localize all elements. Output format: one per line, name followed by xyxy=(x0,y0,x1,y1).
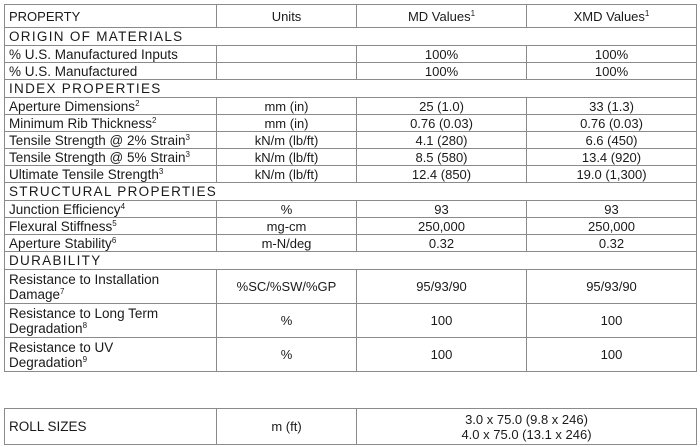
property-cell: % U.S. Manufactured Inputs xyxy=(5,46,217,63)
header-row xyxy=(5,5,697,28)
xmd-value-cell: 250,000 xyxy=(527,218,697,235)
xmd-value-cell: 93 xyxy=(527,201,697,218)
table-row xyxy=(5,338,697,372)
section-title: DURABILITY xyxy=(5,252,697,270)
units-cell: % xyxy=(217,338,357,372)
property-cell: Ultimate Tensile Strength$^3$ xyxy=(5,166,217,183)
md-value-cell: 12.4 (850) xyxy=(357,166,527,183)
table-row xyxy=(5,166,697,183)
md-value-cell: 100 xyxy=(357,338,527,372)
table-row xyxy=(5,304,697,338)
md-value-cell: 0.32 xyxy=(357,235,527,252)
section-header xyxy=(5,28,697,46)
property-cell: Resistance to Long Term Degradation$^8$ xyxy=(5,304,217,338)
units-cell: % xyxy=(217,304,357,338)
xmd-value-cell: 0.76 (0.03) xyxy=(527,115,697,132)
property-cell: Resistance to UV Degradation$^9$ xyxy=(5,338,217,372)
units-cell: m-N/deg xyxy=(217,235,357,252)
table-row xyxy=(5,201,697,218)
table-row xyxy=(5,270,697,304)
header-property: PROPERTY xyxy=(5,5,217,28)
xmd-value-cell: 6.6 (450) xyxy=(527,132,697,149)
xmd-value-cell: 0.32 xyxy=(527,235,697,252)
units-cell: kN/m (lb/ft) xyxy=(217,132,357,149)
roll-sizes-values xyxy=(357,409,697,445)
units-cell: mg-cm xyxy=(217,218,357,235)
header-xmd-values: XMD Values$^1$ xyxy=(527,5,697,28)
roll-sizes-label: ROLL SIZES xyxy=(5,409,217,445)
units-cell xyxy=(217,46,357,63)
md-value-cell: 4.1 (280) xyxy=(357,132,527,149)
roll-sizes-units: m (ft) xyxy=(217,409,357,445)
units-cell: %SC/%SW/%GP xyxy=(217,270,357,304)
table-row xyxy=(5,98,697,115)
property-cell: Aperture Dimensions$^2$ xyxy=(5,98,217,115)
md-value-cell: 0.76 (0.03) xyxy=(357,115,527,132)
md-value-cell: 93 xyxy=(357,201,527,218)
section-header xyxy=(5,252,697,270)
xmd-value-cell: 95/93/90 xyxy=(527,270,697,304)
xmd-value-cell: 100 xyxy=(527,338,697,372)
property-cell: Minimum Rib Thickness$^2$ xyxy=(5,115,217,132)
property-cell: Flexural Stiffness$^5$ xyxy=(5,218,217,235)
table-row xyxy=(5,46,697,63)
xmd-value-cell: 33 (1.3) xyxy=(527,98,697,115)
section-title: INDEX PROPERTIES xyxy=(5,80,697,98)
section-title: STRUCTURAL PROPERTIES xyxy=(5,183,697,201)
units-cell: kN/m (lb/ft) xyxy=(217,149,357,166)
md-value-cell: 100% xyxy=(357,46,527,63)
section-title: ORIGIN OF MATERIALS xyxy=(5,28,697,46)
properties-table xyxy=(4,4,697,372)
table-row xyxy=(5,149,697,166)
roll-sizes-table xyxy=(4,408,697,445)
md-value-cell: 100% xyxy=(357,63,527,80)
table-row xyxy=(5,63,697,80)
table-row xyxy=(5,115,697,132)
units-cell: kN/m (lb/ft) xyxy=(217,166,357,183)
section-header xyxy=(5,80,697,98)
roll-size-1: 3.0 x 75.0 (9.8 x 246) xyxy=(465,411,588,427)
section-header xyxy=(5,183,697,201)
xmd-value-cell: 100% xyxy=(527,63,697,80)
property-cell: % U.S. Manufactured xyxy=(5,63,217,80)
header-md-values: MD Values$^1$ xyxy=(357,5,527,28)
table-row xyxy=(5,218,697,235)
md-value-cell: 95/93/90 xyxy=(357,270,527,304)
units-cell xyxy=(217,63,357,80)
md-value-cell: 250,000 xyxy=(357,218,527,235)
property-cell: Tensile Strength @ 2% Strain$^3$ xyxy=(5,132,217,149)
roll-sizes-row xyxy=(5,409,697,445)
table-row xyxy=(5,132,697,149)
md-value-cell: 25 (1.0) xyxy=(357,98,527,115)
units-cell: mm (in) xyxy=(217,98,357,115)
roll-size-2: 4.0 x 75.0 (13.1 x 246) xyxy=(461,426,592,442)
property-cell: Resistance to Installation Damage$^7$ xyxy=(5,270,217,304)
xmd-value-cell: 100 xyxy=(527,304,697,338)
md-value-cell: 100 xyxy=(357,304,527,338)
xmd-value-cell: 100% xyxy=(527,46,697,63)
units-cell: % xyxy=(217,201,357,218)
table-row xyxy=(5,235,697,252)
property-cell: Junction Efficiency$^4$ xyxy=(5,201,217,218)
property-cell: Tensile Strength @ 5% Strain$^3$ xyxy=(5,149,217,166)
header-units: Units xyxy=(217,5,357,28)
property-cell: Aperture Stability$^6$ xyxy=(5,235,217,252)
md-value-cell: 8.5 (580) xyxy=(357,149,527,166)
xmd-value-cell: 19.0 (1,300) xyxy=(527,166,697,183)
xmd-value-cell: 13.4 (920) xyxy=(527,149,697,166)
units-cell: mm (in) xyxy=(217,115,357,132)
